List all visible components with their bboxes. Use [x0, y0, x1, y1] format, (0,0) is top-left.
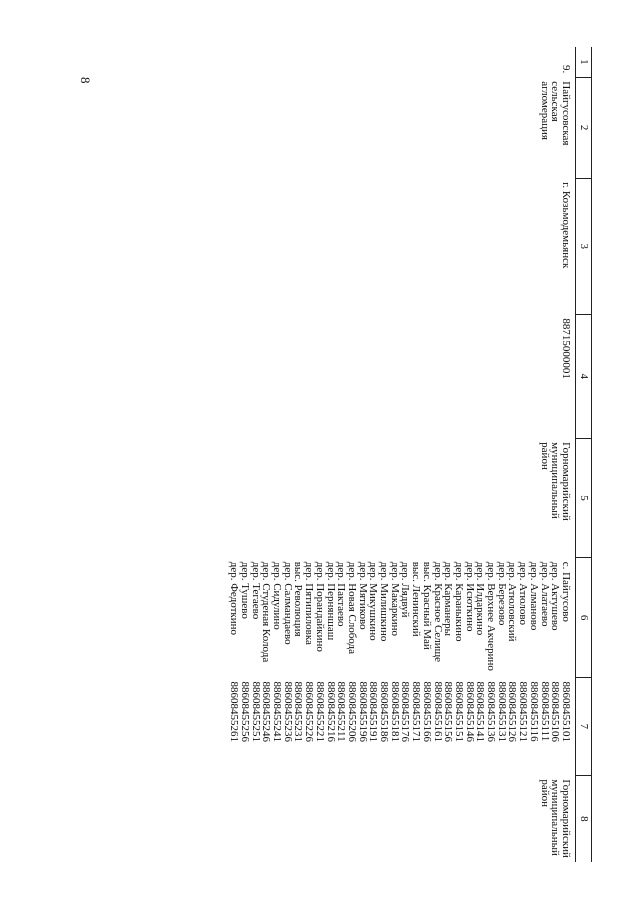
settlement-name: дер. Алатаево [538, 561, 551, 627]
district-name [141, 438, 576, 558]
settlement-code: 88608455206 [345, 681, 358, 743]
header-col-3: 3 [576, 178, 592, 314]
settlement-name: выс. Красный Май [420, 561, 433, 650]
settlement-code: 88608455136 [485, 681, 498, 743]
settlement-code: 88608455161 [431, 681, 444, 743]
settlement-codes [141, 678, 576, 776]
settlement-name: дер. Порандайкино [313, 561, 326, 652]
settlement-code: 88608455176 [399, 681, 412, 743]
settlement-name: выс. Ленинский [410, 561, 423, 637]
settlement-code: 88608455216 [324, 681, 337, 743]
settlement-code: 88608455171 [410, 681, 423, 743]
header-col-4: 4 [576, 314, 592, 438]
settlement-name: с. Пайгусово [560, 561, 572, 622]
settlement-name: дер. Микушкино [367, 561, 380, 641]
settlement-name: дер. Карманеры [442, 561, 455, 637]
district-line: район [538, 442, 551, 470]
district-line: район [538, 779, 551, 807]
settlement-code: 88608455256 [238, 681, 251, 743]
settlement-code: 88608455131 [495, 681, 508, 743]
settlement-list [141, 558, 576, 678]
page-number: 8 [78, 77, 93, 84]
settlement-code: 88608455186 [378, 681, 391, 743]
header-col-2: 2 [576, 77, 592, 178]
settlement-name: дер. Сидулино [271, 561, 284, 630]
settlement-name: дер. Караныкино [452, 561, 465, 642]
settlement-code: 88608455231 [292, 681, 305, 743]
settlement-code: 88608455101 [560, 681, 572, 743]
agglomeration-table [141, 47, 592, 862]
settlement-code: 88608455191 [367, 681, 380, 743]
settlement-code: 88608455116 [527, 681, 540, 742]
settlement-name: дер. Красное Селище [431, 561, 444, 663]
settlement-code: 88608455226 [303, 681, 316, 743]
settlement-code: 88608455111 [538, 681, 551, 742]
agglomeration-line: Пайгусовская [560, 81, 572, 146]
district-line: Горномарийский [560, 442, 572, 521]
district-line: Горномарийский [560, 779, 572, 858]
settlement-name: дер. Березово [495, 561, 508, 626]
oktmo-code: 88715000001 [560, 318, 572, 379]
settlement-code: 88608455221 [313, 681, 326, 743]
settlement-code: 88608455196 [356, 681, 369, 743]
table-row [141, 47, 576, 862]
settlement-name: дер. Тушево [238, 561, 251, 619]
header-row [576, 47, 592, 862]
settlement-code: 88608455121 [517, 681, 530, 743]
settlement-code: 88608455141 [474, 681, 487, 743]
settlement-code: 88608455126 [506, 681, 519, 743]
settlement-code: 88608455211 [335, 681, 348, 742]
settlement-code: 88608455251 [249, 681, 262, 743]
header-col-1: 1 [576, 47, 592, 77]
settlement-name: дер. Алманово [527, 561, 540, 631]
settlement-code: 88608455166 [420, 681, 433, 743]
settlement-name: дер. Студеная Колода [260, 561, 273, 663]
settlement-code: 88608455261 [228, 681, 241, 743]
district-name-col8 [141, 775, 576, 862]
settlement-code: 88608455106 [549, 681, 562, 743]
settlement-code: 88608455151 [452, 681, 465, 743]
row-number: 9. [560, 65, 572, 74]
settlement-name: дер. Атюловский [506, 561, 519, 642]
settlement-name: дер. Пактаево [335, 561, 348, 627]
settlement-code: 88608455181 [388, 681, 401, 743]
header-col-7: 7 [576, 678, 592, 776]
settlement-code: 88608455236 [281, 681, 294, 743]
settlement-code: 88608455156 [442, 681, 455, 743]
settlement-name: дер. Пятипиловка [303, 561, 316, 645]
settlement-name: дер. Лядвуй [399, 561, 412, 618]
settlement-name: дер. Перняншаш [324, 561, 337, 641]
settlement-name: дер. Илдаркино [474, 561, 487, 636]
header-col-6: 6 [576, 558, 592, 678]
agglomeration-line: агломерация [538, 81, 551, 140]
settlement-name: дер. Исюткино [463, 561, 476, 632]
settlement-name: дер. Федоткино [228, 561, 241, 636]
district-line: муниципальный [549, 442, 562, 519]
settlement-name: дер. Милишкино [378, 561, 391, 642]
agglomeration-line: сельская [549, 81, 562, 122]
agglomeration-name [141, 77, 576, 178]
settlement-name: выс. Революция [292, 561, 305, 637]
settlement-code: 88608455241 [271, 681, 284, 743]
settlement-code: 88608455246 [260, 681, 273, 743]
settlement-name: дер. Верхнее Акчерино [485, 561, 498, 671]
settlement-name: дер. Тегаево [249, 561, 262, 620]
settlement-name: дер. Макаркино [388, 561, 401, 637]
settlement-code: 88608455146 [463, 681, 476, 743]
settlement-name: дер. Салмандаево [281, 561, 294, 645]
header-col-8: 8 [576, 775, 592, 862]
settlement-name: дер. Новая Слобода [345, 561, 358, 654]
settlement-name: дер. Атюлово [517, 561, 530, 625]
settlement-name: дер. Актушево [549, 561, 562, 631]
header-col-5: 5 [576, 438, 592, 558]
district-line: муниципальный [549, 779, 562, 856]
settlement-name: дер. Мятиково [356, 561, 369, 630]
center-city: г. Козьмодемьянск [560, 182, 572, 269]
